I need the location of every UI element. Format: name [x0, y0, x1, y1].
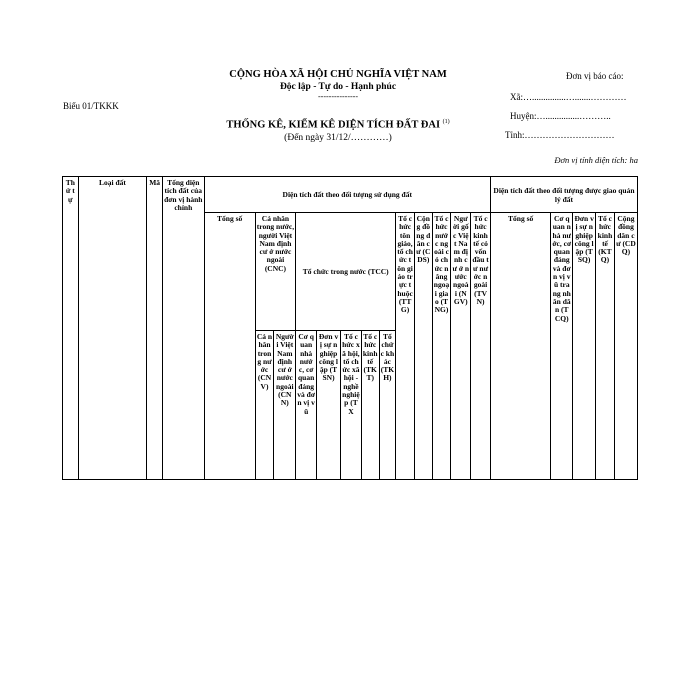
ngv-header: Người gốc Việt Nam định cư ở nước ngoài (NGV)	[451, 213, 471, 480]
district-line: Huyện:…...............………..	[510, 111, 611, 121]
tcq-header: Cơ quan nhà nước, cơ quan đảng và đơn vị vũ trang nhân dân (TCQ)	[551, 213, 573, 480]
nation-name: CỘNG HÒA XÃ HỘI CHỦ NGHĨA VIỆT NAM	[229, 69, 447, 80]
cds-header: Cộng đồng dân cư (CDS)	[414, 213, 432, 480]
cdq-header: Cộng đồng dân cư (CDQ)	[614, 213, 637, 480]
cnc-header: Cá nhân trong nước, người Việt Nam định cư ở nước ngoài (CNC)	[255, 213, 296, 331]
report-title-note: (1)	[442, 119, 450, 125]
group-header-managers: Diện tích đất theo đối tượng được giao quản lý đất	[490, 177, 637, 213]
group-header-users: Diện tích đất theo đối tượng sử dụng đất	[204, 177, 490, 213]
unit-note: Đơn vị tính diện tích: ha	[554, 155, 638, 165]
land-statistics-table	[62, 176, 638, 480]
tng-header: Tổ chức nước ngoài có chức năng ngoại giao (TNG)	[432, 213, 451, 480]
tkt-header: Tổ chức xã hội, tổ chức xã hội - nghề nghiệp (TX	[341, 331, 362, 480]
tkh-header: Tổ chức khác (TKH)	[379, 331, 396, 480]
tvn-header: Tổ chức kinh tế có vốn đầu tư nước ngoài (TVN)	[471, 213, 491, 480]
report-title	[196, 116, 480, 132]
tcc-header: Tổ chức trong nước (TCC)	[296, 213, 396, 331]
form-code: Biểu 01/TKKK	[63, 101, 119, 111]
col-header-code: Mã	[147, 177, 163, 480]
report-title-block	[196, 116, 480, 144]
report-title-text: THỐNG KÊ, KIỂM KÊ DIỆN TÍCH ĐẤT ĐAI	[226, 119, 441, 131]
users-total-header: Tổng số	[204, 213, 255, 480]
ktq-header: Tổ chức kinh tế (KTQ)	[596, 213, 615, 480]
col-header-no: Thứ tự	[63, 177, 79, 480]
col-header-land-type: Loại đất	[78, 177, 147, 480]
motto: Độc lập - Tự do - Hạnh phúc	[279, 82, 397, 92]
report-unit-label: Đơn vị báo cáo:	[566, 71, 624, 81]
province-line: Tỉnh:…………………………	[505, 130, 615, 140]
col-header-total-area: Tổng diện tích đất của đơn vị hành chính	[162, 177, 204, 480]
tsn-header: Đơn vị sự nghiệp công lập (TSN)	[317, 331, 341, 480]
commune-line: Xã:…...............….......…………	[510, 92, 627, 102]
date-line: (Đến ngày 31/12/…………)	[284, 132, 392, 143]
ttg-header: Tổ chức tôn giáo, tổ chức tôn giáo trực thuộc (TTG)	[396, 213, 415, 480]
tkt2-header: Tổ chức kinh tế (TKT)	[361, 331, 379, 480]
national-header	[200, 68, 476, 101]
cnn-header: Người Việt Nam định cư ở nước ngoài (CNN)	[274, 331, 296, 480]
motto-rule: ---------------	[318, 92, 358, 101]
cnv-header: Cá nhân trong nước (CNV)	[255, 331, 274, 480]
managers-total-header: Tổng số	[490, 213, 550, 480]
tcn-header: Cơ quan nhà nước, cơ quan đảng và đơn vị vũ	[296, 331, 317, 480]
tsq-header: Đơn vị sự nghiệp công lập (TSQ)	[573, 213, 596, 480]
